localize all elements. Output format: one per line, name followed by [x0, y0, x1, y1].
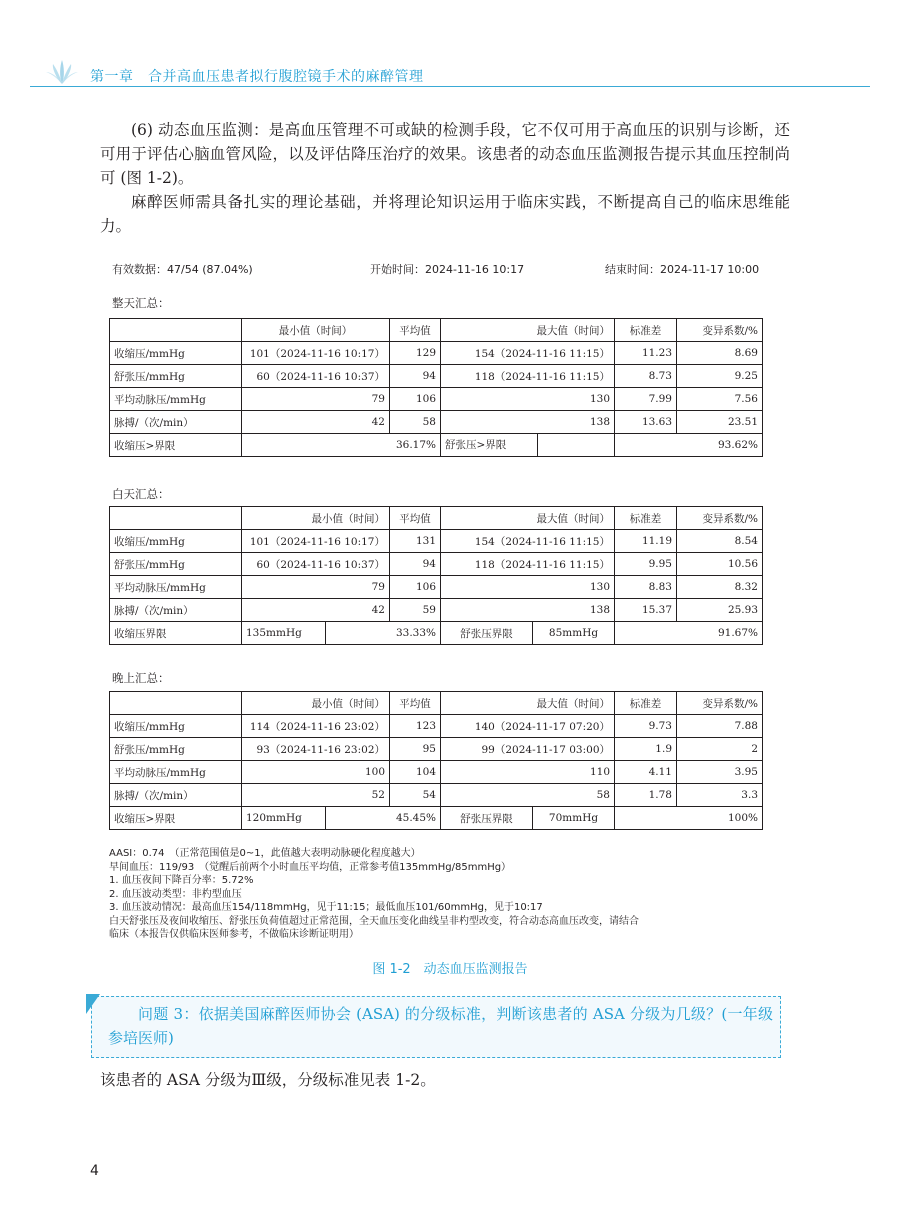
table-row: [110, 388, 763, 411]
cell-sd: 1.78: [615, 784, 677, 807]
cell-min: 100: [242, 761, 390, 784]
dia-limit-value: 93.62%: [615, 434, 763, 457]
cell-max: 118（2024-11-16 11:15）: [441, 365, 615, 388]
question-corner-icon: [86, 994, 100, 1014]
cell-cv: 23.51: [677, 411, 763, 434]
col-avg: 平均值: [390, 507, 441, 530]
dia-limit-label: 舒张压界限: [441, 622, 533, 645]
col-cv: 变异系数/%: [677, 692, 763, 715]
col-max: 最大值（时间）: [441, 692, 615, 715]
cell-cv: 7.88: [677, 715, 763, 738]
day-table: [109, 506, 763, 645]
sys-limit-label: 收缩压>界限: [110, 807, 242, 830]
cell-min: 101（2024-11-16 10:17）: [242, 530, 390, 553]
table-row: [110, 576, 763, 599]
note-line: 2. 血压波动类型：非杓型血压: [109, 888, 242, 900]
sys-limit-threshold: 120mmHg: [242, 807, 326, 830]
leaf-logo-icon: [44, 58, 80, 86]
cell-max: 154（2024-11-16 11:15）: [441, 342, 615, 365]
col-min: 最小值（时间）: [242, 319, 390, 342]
col-min: 最小值（时间）: [242, 507, 390, 530]
table-footer-row: [110, 807, 763, 830]
cell-max: 130: [441, 388, 615, 411]
note-line: 早间血压：119/93 （觉醒后前两个小时血压平均值，正常参考值135mmHg/85mmHg）: [109, 861, 512, 873]
sys-limit-value: 36.17%: [242, 434, 441, 457]
cell-sd: 7.99: [615, 388, 677, 411]
row-label: 收缩压/mmHg: [110, 715, 242, 738]
note-line: 临床（本报告仅供临床医师参考，不做临床诊断证明用）: [109, 929, 359, 940]
table-row: [110, 599, 763, 622]
row-label: 脉搏/（次/min）: [110, 599, 242, 622]
cell-sd: 8.73: [615, 365, 677, 388]
cell-min: 93（2024-11-16 23:02）: [242, 738, 390, 761]
col-sd: 标准差: [615, 507, 677, 530]
end-time: 结束时间：2024-11-17 10:00: [605, 263, 760, 276]
row-label: 收缩压/mmHg: [110, 530, 242, 553]
sys-limit-label: 收缩压界限: [110, 622, 242, 645]
cell-avg: 131: [390, 530, 441, 553]
note-line: 1. 血压夜间下降百分率：5.72%: [109, 875, 254, 886]
cell-cv: 3.95: [677, 761, 763, 784]
start-time: 开始时间：2024-11-16 10:17: [370, 263, 525, 276]
row-label: 舒张压/mmHg: [110, 365, 242, 388]
dia-limit-threshold: 70mmHg: [533, 807, 615, 830]
cell-avg: 123: [390, 715, 441, 738]
sys-limit-label: 收缩压>界限: [110, 434, 242, 457]
chapter-title: 第一章 合并高血压患者拟行腹腔镜手术的麻醉管理: [90, 69, 424, 85]
night-table: [109, 691, 763, 830]
table-row: [110, 342, 763, 365]
header-divider: [30, 86, 870, 87]
cell-max: 99（2024-11-17 03:00）: [441, 738, 615, 761]
cell-max: 154（2024-11-16 11:15）: [441, 530, 615, 553]
cell-min: 101（2024-11-16 10:17）: [242, 342, 390, 365]
cell-cv: 7.56: [677, 388, 763, 411]
cell-max: 118（2024-11-16 11:15）: [441, 553, 615, 576]
table-footer-row: [110, 434, 763, 457]
table-header-row: [110, 692, 763, 715]
col-avg: 平均值: [390, 319, 441, 342]
cell-avg: 129: [390, 342, 441, 365]
table-row: [110, 784, 763, 807]
cell-cv: 8.54: [677, 530, 763, 553]
question-text: 问题 3：依据美国麻醉医师协会 (ASA) 的分级标准，判断该患者的 ASA 分级为几级？(一年级参培医师): [108, 1005, 773, 1047]
col-max: 最大值（时间）: [441, 507, 615, 530]
cell-sd: 9.73: [615, 715, 677, 738]
cell-cv: 8.32: [677, 576, 763, 599]
paragraph-abpm: (6) 动态血压监测：是高血压管理不可或缺的检测手段，它不仅可用于高血压的识别与诊断，还可用于评估心脑血管风险，以及评估降压治疗的效果。该患者的动态血压监测报告提示其血压控制尚可 (图 1-2)。: [100, 121, 790, 187]
cell-sd: 11.19: [615, 530, 677, 553]
dia-limit-value: 91.67%: [615, 622, 763, 645]
report-notes: [109, 847, 789, 942]
cell-min: 114（2024-11-16 23:02）: [242, 715, 390, 738]
page-number: 4: [90, 1163, 99, 1179]
cell-sd: 4.11: [615, 761, 677, 784]
table-row: [110, 553, 763, 576]
table-row: [110, 365, 763, 388]
valid-data: 有效数据：47/54 (87.04%): [112, 263, 253, 276]
cell-min: 79: [242, 576, 390, 599]
cell-min: 42: [242, 411, 390, 434]
row-label: 平均动脉压/mmHg: [110, 576, 242, 599]
cell-avg: 58: [390, 411, 441, 434]
cell-max: 140（2024-11-17 07:20）: [441, 715, 615, 738]
table-footer-row: [110, 622, 763, 645]
col-avg: 平均值: [390, 692, 441, 715]
table-header-row: [110, 319, 763, 342]
cell-sd: 13.63: [615, 411, 677, 434]
cell-avg: 95: [390, 738, 441, 761]
col-sd: 标准差: [615, 319, 677, 342]
table-row: [110, 761, 763, 784]
row-label: 舒张压/mmHg: [110, 738, 242, 761]
col-cv: 变异系数/%: [677, 319, 763, 342]
cell-cv: 25.93: [677, 599, 763, 622]
cell-min: 60（2024-11-16 10:37）: [242, 553, 390, 576]
dia-limit-cell: [441, 434, 615, 457]
table-row: [110, 411, 763, 434]
cell-max: 110: [441, 761, 615, 784]
cell-cv: 10.56: [677, 553, 763, 576]
col-min: 最小值（时间）: [242, 692, 390, 715]
table-header-row: [110, 507, 763, 530]
cell-sd: 9.95: [615, 553, 677, 576]
table-row: [110, 530, 763, 553]
dia-limit-value: 100%: [615, 807, 763, 830]
row-label: 脉搏/（次/min）: [110, 784, 242, 807]
row-label: 平均动脉压/mmHg: [110, 761, 242, 784]
cell-min: 79: [242, 388, 390, 411]
figure-caption: 图 1-2 动态血压监测报告: [372, 962, 528, 977]
cell-max: 58: [441, 784, 615, 807]
cell-sd: 1.9: [615, 738, 677, 761]
col-cv: 变异系数/%: [677, 507, 763, 530]
cell-avg: 106: [390, 576, 441, 599]
cell-avg: 94: [390, 365, 441, 388]
row-label: 脉搏/（次/min）: [110, 411, 242, 434]
answer-text: 该患者的 ASA 分级为Ⅲ级，分级标准见表 1-2。: [100, 1071, 436, 1089]
sys-limit-value: 33.33%: [326, 622, 441, 645]
day-title: 白天汇总：: [112, 487, 170, 501]
cell-max: 138: [441, 599, 615, 622]
page-header: [0, 0, 900, 90]
cell-min: 52: [242, 784, 390, 807]
dia-limit-threshold: 85mmHg: [533, 622, 615, 645]
sys-limit-value: 45.45%: [326, 807, 441, 830]
cell-sd: 15.37: [615, 599, 677, 622]
row-label: 收缩压/mmHg: [110, 342, 242, 365]
row-label: 平均动脉压/mmHg: [110, 388, 242, 411]
cell-cv: 2: [677, 738, 763, 761]
cell-max: 138: [441, 411, 615, 434]
cell-cv: 9.25: [677, 365, 763, 388]
col-max: 最大值（时间）: [441, 319, 615, 342]
cell-avg: 104: [390, 761, 441, 784]
night-title: 晚上汇总：: [112, 671, 170, 685]
cell-sd: 8.83: [615, 576, 677, 599]
note-line: AASI：0.74 （正常范围值是0~1，此值越大表明动脉硬化程度越大）: [109, 848, 421, 859]
cell-cv: 3.3: [677, 784, 763, 807]
full-day-title: 整天汇总：: [112, 296, 170, 310]
cell-avg: 106: [390, 388, 441, 411]
cell-max: 130: [441, 576, 615, 599]
col-sd: 标准差: [615, 692, 677, 715]
cell-min: 42: [242, 599, 390, 622]
table-row: [110, 715, 763, 738]
row-label: 舒张压/mmHg: [110, 553, 242, 576]
dia-limit-label: 舒张压界限: [441, 807, 533, 830]
cell-min: 60（2024-11-16 10:37）: [242, 365, 390, 388]
cell-sd: 11.23: [615, 342, 677, 365]
full-day-table: [109, 318, 763, 457]
note-line: 白天舒张压及夜间收缩压、舒张压负荷值超过正常范围，全天血压变化曲线呈非杓型改变，符合动态高血压改变，请结合: [109, 915, 639, 927]
sys-limit-threshold: 135mmHg: [242, 622, 326, 645]
dia-limit-label: 舒张压>界限: [441, 434, 538, 456]
paragraph-clinical-thinking: 麻醉医师需具备扎实的理论基础，并将理论知识运用于临床实践，不断提高自己的临床思维能力。: [100, 193, 790, 235]
note-line: 3. 血压波动情况：最高血压154/118mmHg，见于11:15；最低血压101/60mmHg，见于10:17: [109, 902, 543, 913]
table-row: [110, 738, 763, 761]
cell-avg: 59: [390, 599, 441, 622]
cell-avg: 94: [390, 553, 441, 576]
cell-cv: 8.69: [677, 342, 763, 365]
cell-avg: 54: [390, 784, 441, 807]
